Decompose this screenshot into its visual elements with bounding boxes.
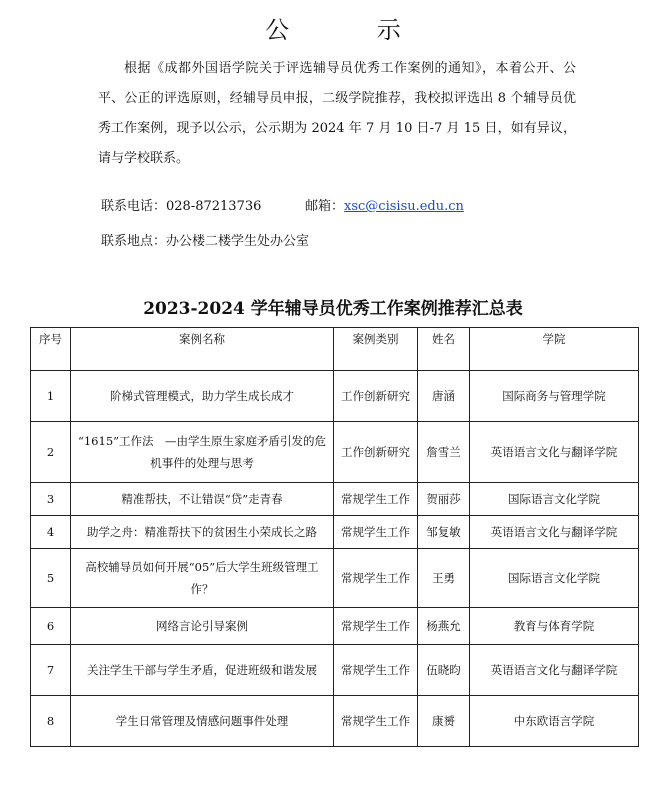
cell-name: 伍晓昀 xyxy=(418,645,470,696)
cell-name: 唐涵 xyxy=(418,371,470,422)
header-college: 学院 xyxy=(470,328,639,371)
phone-number: 028-87213736 xyxy=(166,199,262,214)
place-label: 联系地点： xyxy=(101,234,167,249)
place-value: 办公楼二楼学生处办公室 xyxy=(166,234,310,249)
cell-case-name: 学生日常管理及情感问题事件处理 xyxy=(71,696,334,747)
cell-name: 王勇 xyxy=(418,549,470,608)
cell-college: 英语语言文化与翻译学院 xyxy=(470,422,639,483)
header-index: 序号 xyxy=(31,328,71,371)
cell-index: 6 xyxy=(31,608,71,645)
cell-college: 英语语言文化与翻译学院 xyxy=(470,645,639,696)
table-row xyxy=(31,483,639,516)
table-row xyxy=(31,645,639,696)
cell-index: 7 xyxy=(31,645,71,696)
cell-category: 常规学生工作 xyxy=(334,645,418,696)
table-row xyxy=(31,549,639,608)
cell-college: 国际语言文化学院 xyxy=(470,549,639,608)
cell-name: 杨燕允 xyxy=(418,608,470,645)
email-link[interactable]: xsc@cisisu.edu.cn xyxy=(344,199,464,214)
cell-category: 常规学生工作 xyxy=(334,549,418,608)
cell-case-name: 关注学生干部与学生矛盾，促进班级和谐发展 xyxy=(71,645,334,696)
cell-index: 4 xyxy=(31,516,71,549)
cell-category: 工作创新研究 xyxy=(334,371,418,422)
cell-category: 常规学生工作 xyxy=(334,516,418,549)
cell-name: 邹复敏 xyxy=(418,516,470,549)
cell-category: 工作创新研究 xyxy=(334,422,418,483)
cell-case-name: 高校辅导员如何开展“05”后大学生班级管理工作？ xyxy=(71,549,334,608)
summary-table xyxy=(30,327,639,747)
contact-place-line xyxy=(101,232,309,252)
table-row xyxy=(31,516,639,549)
cell-case-name: “1615”工作法 —由学生原生家庭矛盾引发的危机事件的处理与思考 xyxy=(71,422,334,483)
cell-name: 康赟 xyxy=(418,696,470,747)
cell-case-name: 精准帮扶，不让错误“贷”走青春 xyxy=(71,483,334,516)
cell-college: 英语语言文化与翻译学院 xyxy=(470,516,639,549)
cell-category: 常规学生工作 xyxy=(334,608,418,645)
cell-case-name: 助学之舟：精准帮扶下的贫困生小荣成长之路 xyxy=(71,516,334,549)
cell-name: 詹雪兰 xyxy=(418,422,470,483)
header-case-name: 案例名称 xyxy=(71,328,334,371)
page-title: 公 示 xyxy=(265,16,441,44)
table-row xyxy=(31,371,639,422)
header-name: 姓名 xyxy=(418,328,470,371)
cell-category: 常规学生工作 xyxy=(334,696,418,747)
email-block xyxy=(305,197,464,217)
cell-case-name: 网络言论引导案例 xyxy=(71,608,334,645)
table-row xyxy=(31,422,639,483)
table-title: 2023-2024 学年辅导员优秀工作案例推荐汇总表 xyxy=(143,299,523,319)
cell-college: 中东欧语言学院 xyxy=(470,696,639,747)
header-category: 案例类别 xyxy=(334,328,418,371)
cell-name: 贺丽莎 xyxy=(418,483,470,516)
cell-college: 教育与体育学院 xyxy=(470,608,639,645)
cell-case-name: 阶梯式管理模式，助力学生成长成才 xyxy=(71,371,334,422)
cell-index: 2 xyxy=(31,422,71,483)
email-label: 邮箱： xyxy=(305,199,345,214)
cell-index: 3 xyxy=(31,483,71,516)
notice-body xyxy=(98,54,576,174)
cell-college: 国际语言文化学院 xyxy=(470,483,639,516)
cell-index: 5 xyxy=(31,549,71,608)
cell-index: 8 xyxy=(31,696,71,747)
cell-category: 常规学生工作 xyxy=(334,483,418,516)
table-row xyxy=(31,696,639,747)
table-row xyxy=(31,608,639,645)
contact-phone-line xyxy=(101,197,464,217)
table-header-row xyxy=(31,328,639,371)
phone-label: 联系电话： xyxy=(101,199,167,214)
cell-index: 1 xyxy=(31,371,71,422)
notice-paragraph: 根据《成都外国语学院关于评选辅导员优秀工作案例的通知》，本着公开、公平、公正的评选原则，经辅导员申报，二级学院推荐，我校拟评选出 8 个辅导员优秀工作案例，现予以公示，公示期为 2024 年 7 月 10 日-7 月 15 日，如有异议，请与学校联系。 xyxy=(98,61,576,166)
cell-college: 国际商务与管理学院 xyxy=(470,371,639,422)
